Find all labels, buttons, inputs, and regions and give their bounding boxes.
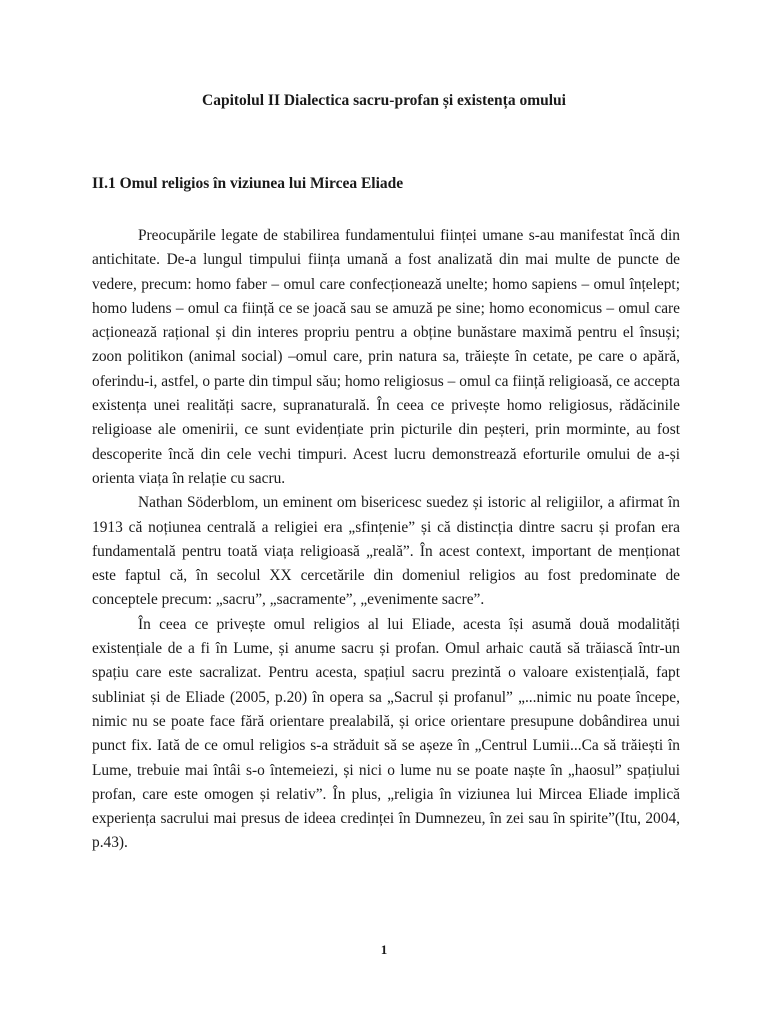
paragraph-3: În ceea ce privește omul religios al lui Eliade, acesta își asumă două modalități existențiale de a fi în Lume, și anume sacru și profan. Omul arhaic caută să trăiască într-un spațiu care este sacralizat. Pentru acesta, spațiul sacru prezintă o valoare existențială, fapt subliniat și de Eliade (2005, p.20) în opera sa „Sacrul și profanul” „...nimic nu poate începe, nimic nu se poate face fără orientare prealabilă, și orice orientare presupune dobândirea unui punct fix. Iată de ce omul religios s-a străduit să se așeze în „Centrul Lumii...Ca să trăiești în Lume, trebuie mai întâi s-o întemeiezi, și nici o lume nu se poate naște în „haosul” spațiului profan, care este omogen și relativ”. În plus, „religia în viziunea lui Mircea Eliade implică experiența sacrului mai presus de ideea credinței în Dumnezeu, în zei sau în spirite”(Itu, 2004, p.43). xyxy=(92,615,680,852)
body-text xyxy=(92,224,680,856)
paragraph-2: Nathan Söderblom, un eminent om bisericesc suedez și istoric al religiilor, a afirmat în 1913 că noțiunea centrală a religiei era „sfințenie” și că distincția dintre sacru și profan era fundamentală pentru toată viața religioasă „reală”. În acest context, important de menționat este faptul că, în secolul XX cercetările din domeniul religios au fost predominate de conceptele precum: „sacru”, „sacramente”, „evenimente sacre”. xyxy=(92,494,680,609)
page-number: 1 xyxy=(380,942,388,957)
section-title: II.1 Omul religios în viziunea lui Mircea Eliade xyxy=(92,175,404,192)
paragraph-1: Preocupările legate de stabilirea fundamentului ființei umane s-au manifestat încă din antichitate. De-a lungul timpului ființa umană a fost analizată din mai multe de puncte de vedere, precum: homo faber – omul care confecționează unelte; homo sapiens – omul înțelept; homo ludens – omul ca ființă ce se joacă sau se amuză pe sine; homo economicus – omul care acționează rațional și din interes propriu pentru a obține bunăstare maximă pentru el însuși; zoon politikon (animal social) –omul care, prin natura sa, trăiește în cetate, pe care o apără, oferindu-i, astfel, o parte din timpul său; homo religiosus – omul ca ființă religioasă, ce accepta existența unei realități sacre, supranaturală. În ceea ce privește homo religiosus, rădăcinile religioase ale omenirii, ce sunt evidențiate prin picturile din peșteri, prin morminte, au fost descoperite încă din cele vechi timpuri. Acest lucru demonstrează eforturile omului de a-și orienta viața în relație cu sacru. xyxy=(92,227,680,487)
chapter-title: Capitolul II Dialectica sacru-profan și existența omului xyxy=(202,92,566,109)
